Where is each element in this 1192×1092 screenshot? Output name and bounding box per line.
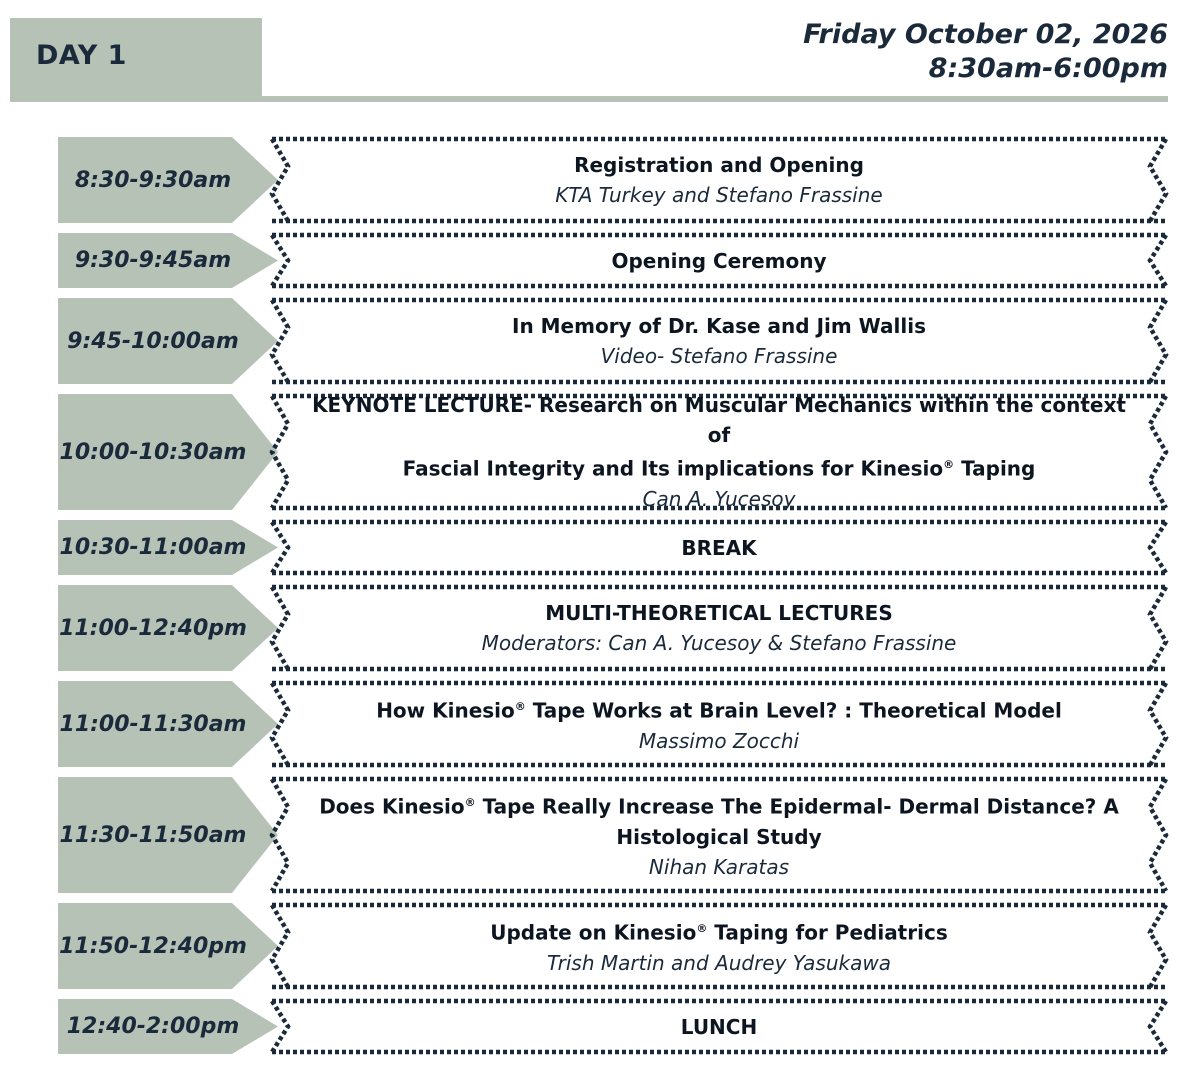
- time-tab: [58, 681, 278, 767]
- session-time: 9:45-10:00am: [67, 328, 239, 354]
- session-time: 8:30-9:30am: [74, 167, 232, 193]
- dotted-border: [272, 1001, 288, 1052]
- session-title: [298, 390, 1140, 484]
- session-time: 10:30-11:00am: [59, 535, 247, 560]
- session-title: LUNCH: [680, 1014, 758, 1039]
- session-time: 9:30-9:45am: [74, 248, 232, 273]
- session-box: [270, 298, 1168, 384]
- session-time: 11:50-12:40pm: [59, 933, 247, 959]
- session-title: Opening Ceremony: [611, 248, 827, 273]
- session-title-line: Taping: [954, 456, 1036, 481]
- session-time: 12:40-2:00pm: [66, 1014, 240, 1039]
- time-tab: [58, 777, 278, 893]
- session-title: [319, 788, 1119, 852]
- dotted-border: [1150, 139, 1166, 221]
- dotted-border: [272, 779, 288, 891]
- session-time: 11:30-11:50am: [59, 822, 247, 848]
- session-box: [270, 681, 1168, 767]
- dotted-border: [272, 905, 288, 987]
- dotted-border: [1150, 396, 1166, 508]
- schedule-row: [58, 903, 1168, 989]
- session-speaker: Trish Martin and Audrey Yasukawa: [546, 950, 891, 975]
- session-title-line: Histological Study: [616, 824, 822, 849]
- schedule-row: [58, 999, 1168, 1054]
- header-divider: [10, 96, 1168, 102]
- session-speaker: Video- Stefano Frassine: [600, 344, 838, 368]
- session-time: 10:00-10:30am: [59, 439, 247, 465]
- dotted-border: [1150, 683, 1166, 765]
- session-title: [376, 692, 1062, 726]
- session-title-part: Update on Kinesio: [490, 920, 697, 945]
- schedule-row: [58, 298, 1168, 384]
- session-box: [270, 999, 1168, 1054]
- event-hours: 8:30am-6:00pm: [928, 53, 1168, 84]
- day-label: DAY 1: [36, 40, 127, 71]
- registered-mark: ®: [943, 458, 955, 472]
- day-label-box: [10, 18, 262, 102]
- time-tab: [58, 394, 278, 510]
- dotted-border: [272, 587, 288, 669]
- session-box: [270, 903, 1168, 989]
- time-tab: [58, 585, 278, 671]
- session-title-part: How Kinesio: [376, 698, 515, 723]
- session-time: 11:00-12:40pm: [59, 615, 247, 641]
- registered-mark: ®: [696, 922, 708, 936]
- time-tab: [58, 999, 278, 1054]
- time-tab: [58, 903, 278, 989]
- schedule-row: [58, 137, 1168, 223]
- session-box: [270, 520, 1168, 575]
- schedule-row: [58, 681, 1168, 767]
- session-title-part: Tape Really Increase The Epidermal- Dermal Distance? A: [475, 794, 1119, 819]
- session-box: [270, 777, 1168, 893]
- schedule-row: [58, 585, 1168, 671]
- time-tab: [58, 520, 278, 575]
- session-box: [270, 585, 1168, 671]
- session-title: In Memory of Dr. Kase and Jim Wallis: [512, 314, 926, 338]
- session-speaker: Can A. Yucesoy: [642, 486, 796, 511]
- session-title-line: KEYNOTE LECTURE- Research on Muscular Mechanics within the context of: [312, 393, 1126, 448]
- dotted-border: [1150, 587, 1166, 669]
- session-title: Registration and Opening: [574, 153, 864, 177]
- date-block: [803, 18, 1168, 86]
- session-title: BREAK: [681, 535, 757, 560]
- session-speaker: Massimo Zocchi: [638, 728, 800, 753]
- schedule-row: [58, 394, 1168, 510]
- registered-mark: ®: [464, 796, 476, 810]
- event-date: Friday October 02, 2026: [803, 19, 1168, 50]
- registered-mark: ®: [514, 700, 526, 714]
- session-title-part: Does Kinesio: [319, 794, 465, 819]
- session-box: [270, 394, 1168, 510]
- dotted-border: [1150, 779, 1166, 891]
- session-box: [270, 233, 1168, 288]
- session-speaker: Moderators: Can A. Yucesoy & Stefano Frassine: [481, 631, 957, 655]
- schedule-row: [58, 777, 1168, 893]
- session-title: [490, 914, 947, 948]
- dotted-border: [1150, 905, 1166, 987]
- time-tab: [58, 137, 278, 223]
- dotted-border: [272, 683, 288, 765]
- session-box: [270, 137, 1168, 223]
- dotted-border: [272, 235, 288, 286]
- dotted-border: [1150, 522, 1166, 573]
- session-speaker: KTA Turkey and Stefano Frassine: [555, 183, 883, 207]
- dotted-border: [1150, 1001, 1166, 1052]
- dotted-border: [272, 139, 288, 221]
- session-title-line: Fascial Integrity and Its implications for Kinesio: [402, 456, 944, 481]
- session-time: 11:00-11:30am: [59, 711, 247, 737]
- dotted-border: [1150, 300, 1166, 382]
- session-title: MULTI-THEORETICAL LECTURES: [545, 601, 893, 625]
- dotted-border: [272, 300, 288, 382]
- session-speaker: Nihan Karatas: [648, 854, 790, 879]
- dotted-border: [272, 522, 288, 573]
- session-title-part: Tape Works at Brain Level? : Theoretical Model: [525, 698, 1062, 723]
- schedule-row: [58, 233, 1168, 288]
- schedule-row: [58, 520, 1168, 575]
- dotted-border: [272, 396, 288, 508]
- time-tab: [58, 298, 278, 384]
- dotted-border: [1150, 235, 1166, 286]
- session-title-part: Taping for Pediatrics: [707, 920, 948, 945]
- time-tab: [58, 233, 278, 288]
